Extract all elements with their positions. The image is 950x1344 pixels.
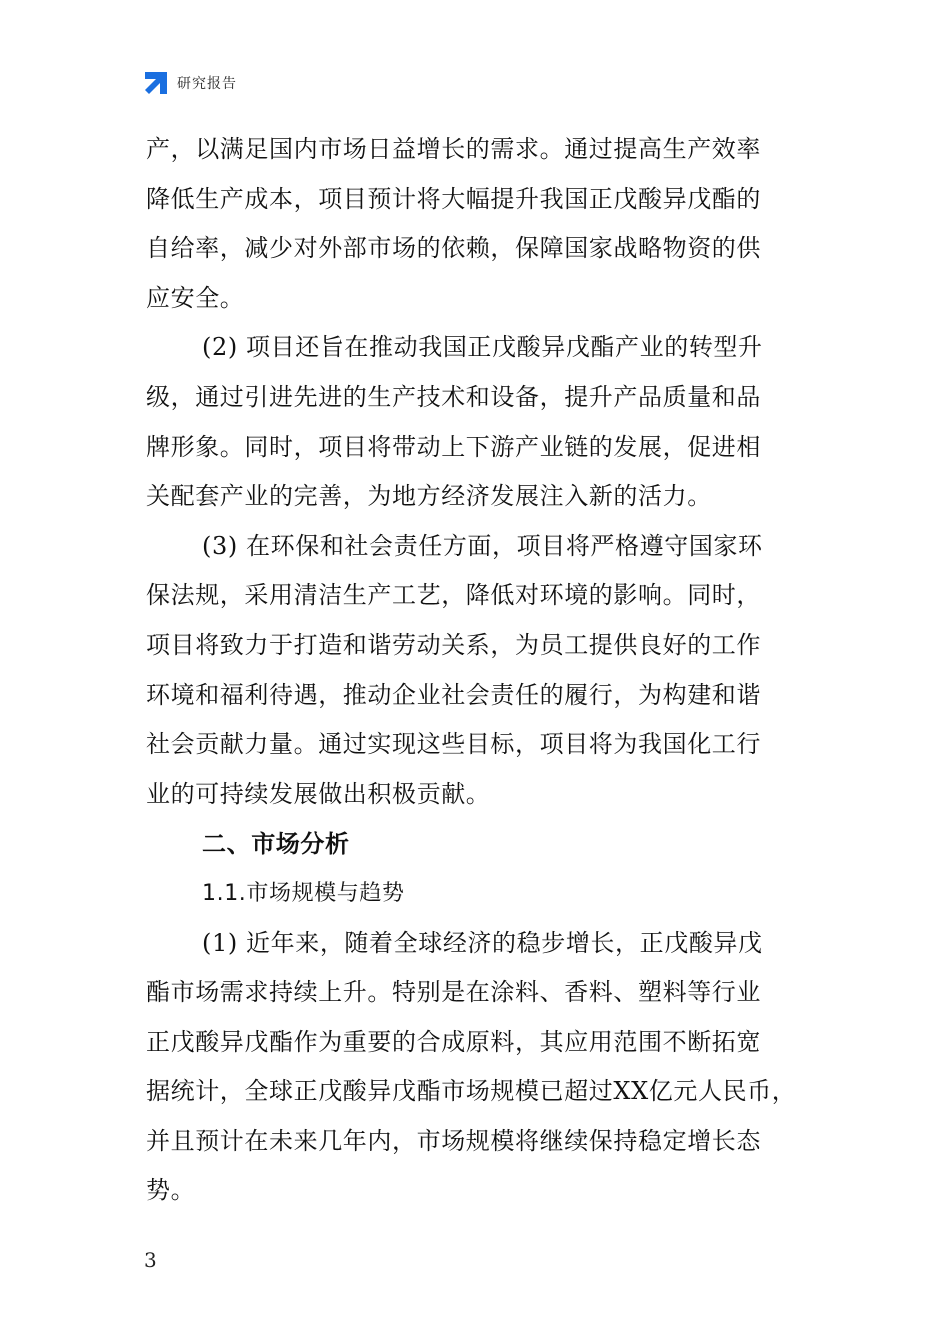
paragraph-line: 产，以满足国内市场日益增长的需求。通过提高生产效率	[146, 135, 761, 163]
logo-icon	[143, 70, 169, 96]
paragraph-line: 并且预计在未来几年内，市场规模将继续保持稳定增长态	[146, 1126, 761, 1155]
paragraph-line: 社会贡献力量。通过实现这些目标，项目将为我国化工行	[146, 730, 761, 759]
paragraph-line: 关配套产业的完善，为地方经济发展注入新的活力。	[146, 482, 712, 511]
document-body	[146, 125, 808, 1216]
subsection-heading: 1.1.市场规模与趋势	[202, 880, 405, 906]
page-number: 3	[144, 1248, 157, 1272]
page-header	[143, 70, 237, 96]
paragraph-line: 自给率，减少对外部市场的依赖，保障国家战略物资的供	[146, 234, 761, 263]
paragraph-line: 项目将致力于打造和谐劳动关系，为员工提供良好的工作	[146, 630, 761, 659]
paragraph-line: 牌形象。同时，项目将带动上下游产业链的发展，促进相	[146, 432, 761, 461]
paragraph-line: 应安全。	[146, 283, 245, 312]
paragraph-line: 酯市场需求持续上升。特别是在涂料、香料、塑料等行业	[146, 978, 761, 1007]
paragraph-line: 正戊酸异戊酯作为重要的合成原料，其应用范围不断拓宽	[146, 1027, 761, 1056]
section-heading: 二、市场分析	[202, 829, 350, 859]
paragraph-line: 级，通过引进先进的生产技术和设备，提升产品质量和品	[146, 382, 761, 411]
paragraph-line: 环境和福利待遇，推动企业社会责任的履行，为构建和谐	[146, 680, 761, 709]
paragraph-line: (1) 近年来，随着全球经济的稳步增长，正戊酸异戊	[202, 928, 763, 957]
paragraph-line: 势。	[146, 1176, 196, 1205]
paragraph-line: 保法规，采用清洁生产工艺，降低对环境的影响。同时，	[146, 581, 761, 610]
paragraph-line: (2) 项目还旨在推动我国正戊酸异戊酯产业的转型升	[202, 333, 763, 362]
paragraph-line: 业的可持续发展做出积极贡献。	[146, 779, 491, 808]
paragraph-line: 据统计，全球正戊酸异戊酯市场规模已超过XX亿元人民币，	[146, 1077, 797, 1106]
header-title: 研究报告	[177, 76, 237, 92]
paragraph-line: (3) 在环保和社会责任方面，项目将严格遵守国家环	[202, 531, 763, 560]
paragraph-line: 降低生产成本，项目预计将大幅提升我国正戊酸异戊酯的	[146, 184, 761, 213]
